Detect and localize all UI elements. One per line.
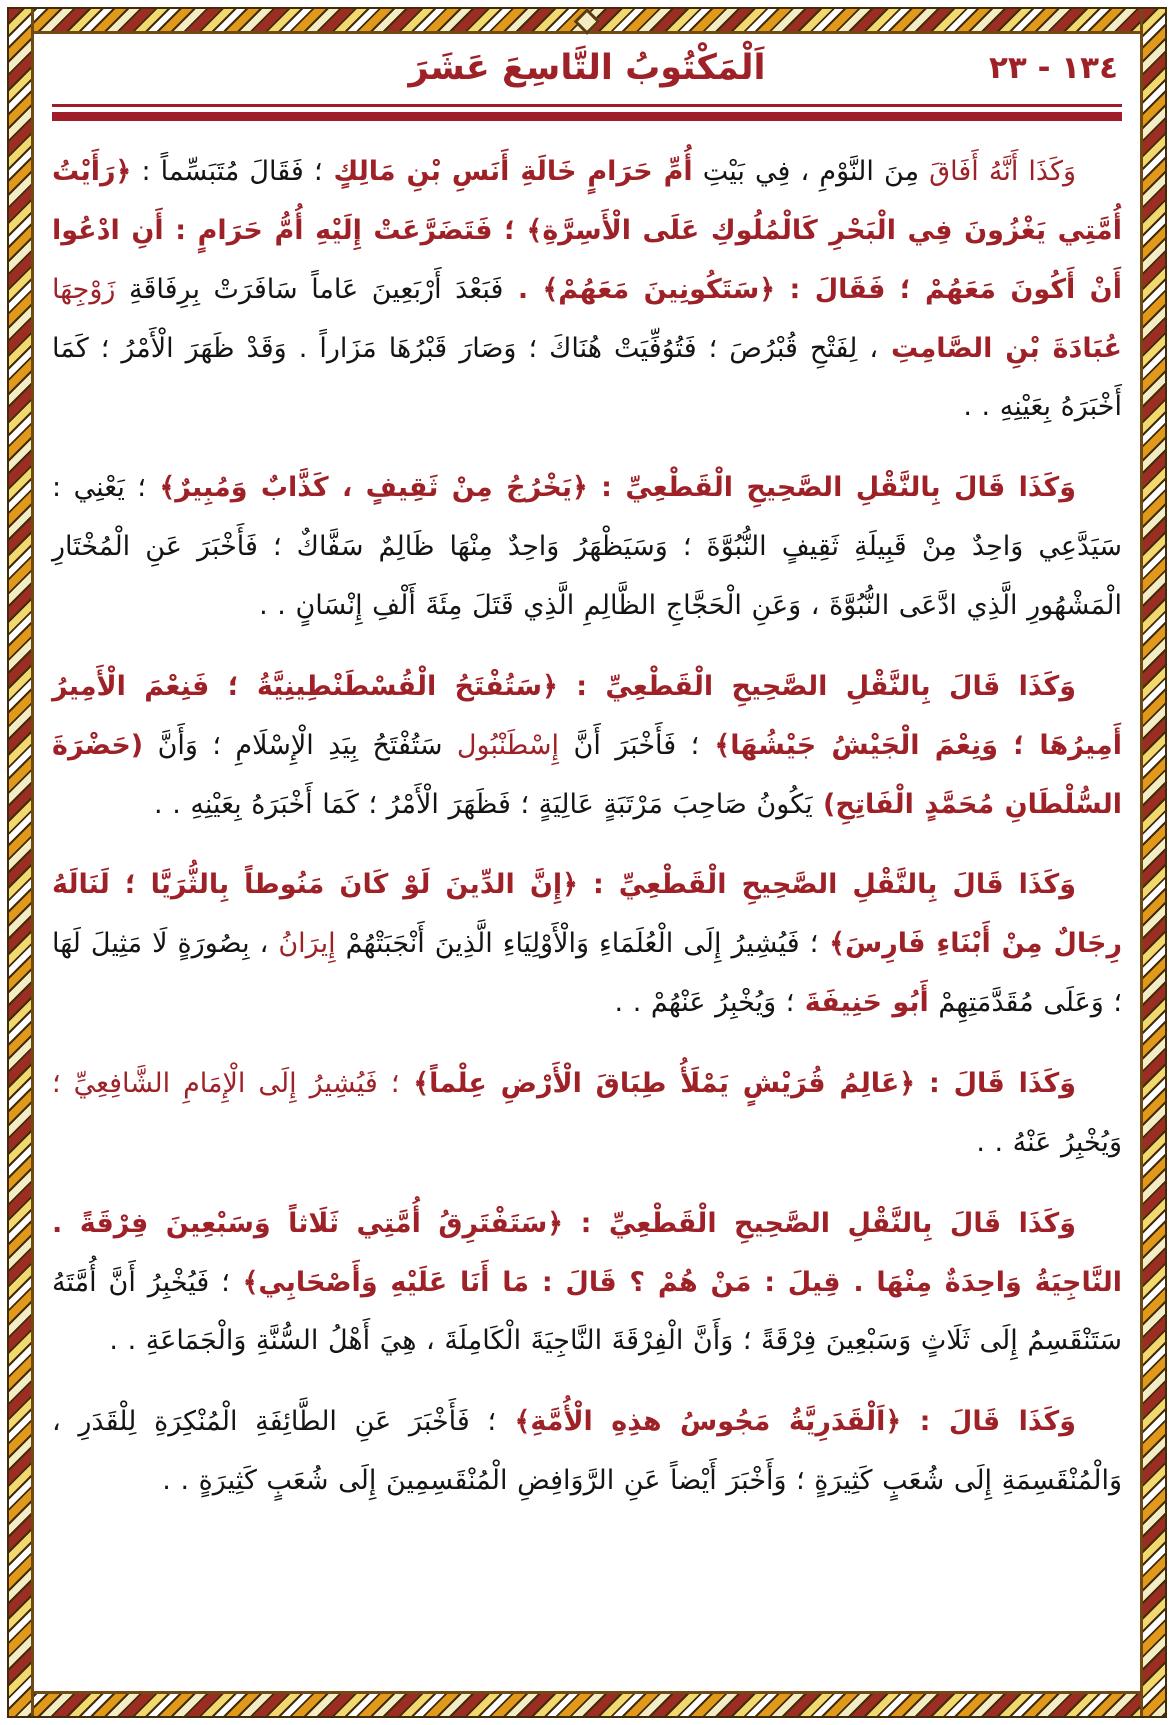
highlighted-text: ﴿رَأَيْتُ أُمَّتِي يَغْزُونَ فِي الْبَحْرِ كَالْمُلُوكِ عَلَى الْأَسِرَّةِ﴾ ؛ فَتَضَرَّعَتْ إِلَيْهِ أُمُّ حَرَامٍ : أَنِ ادْعُوا أَنْ أَكُونَ مَعَهُمْ ؛ فَقَالَ : ﴿سَتَكُونِينَ مَعَهُمْ﴾ . [52, 156, 1122, 305]
highlighted-text: أُمِّ حَرَامٍ خَالَةِ أَنَسِ بْنِ مَالِكٍ [322, 156, 693, 187]
highlighted-text: أَبُو حَنِيفَةَ [794, 987, 929, 1019]
body-text: ، بِصُورَةٍ لَا مَثِيلَ لَهَا ؛ وَعَلَى مُقَدَّمَتِهِمْ [52, 928, 1122, 1019]
page-content [52, 40, 1122, 1681]
highlighted-text: وَكَذَا قَالَ : ﴿عَالِمُ قُرَيْشٍ يَمْلَأُ طِبَاقَ الْأَرْضِ عِلْماً﴾ [399, 1068, 1076, 1100]
border-bottom-strip [9, 1691, 1165, 1716]
highlighted-text: إِيرَانُ [268, 928, 336, 960]
paragraph [52, 1393, 1122, 1511]
body-text: يَكُونُ صَاحِبَ مَرْتَبَةٍ عَالِيَةٍ ؛ فَظَهَرَ الْأَمْرُ ؛ كَمَا أَخْبَرَهُ بِعَيْنِهِ . . [154, 788, 813, 820]
body-text: ؛ فَيُشِيرُ إِلَى الْعُلَمَاءِ وَالْأَوْلِيَاءِ الَّذِينَ أَنْجَبَتْهُمْ [335, 928, 819, 960]
highlighted-text: وَكَذَا قَالَ بِالنَّقْلِ الصَّحِيحِ الْقَطْعِيِّ : ﴿سَتُفْتَحُ الْقُسْطَنْطِينِيَّةُ ؛ فَنِعْمَ الْأَمِيرُ أَمِيرُهَا ؛ وَنِعْمَ الْجَيْشُ جَيْشُهَا﴾ [52, 670, 1123, 761]
paragraph [52, 658, 1122, 835]
body-text: ؛ فَأَخْبَرَ أَنَّ [559, 729, 700, 761]
border-right-strip [1140, 9, 1165, 1716]
body-text: مِنَ النَّوْمِ ، فِي بَيْتِ [692, 156, 920, 187]
body-text: وَيُخْبِرُ عَنْهُ . . [976, 1126, 1122, 1158]
paragraph [52, 143, 1122, 437]
highlighted-text: وَكَذَا قَالَ بِالنَّقْلِ الصَّحِيحِ الْقَطْعِيِّ : ﴿إِنَّ الدِّينَ لَوْ كَانَ مَنُوطاً بِالثُّرَيَّا ؛ لَنَالَهُ رِجَالٌ مِنْ أَبْنَاءِ فَارِسَ﴾ [52, 869, 1123, 960]
highlighted-text: وَكَذَا قَالَ بِالنَّقْلِ الصَّحِيحِ الْقَطْعِيِّ : ﴿سَتَفْتَرِقُ أُمَّتِي ثَلَاثاً وَسَبْعِينَ فِرْقَةً . النَّاجِيَةُ وَاحِدَةٌ مِنْهَا . قِيلَ : مَنْ هُمْ ؟ قَالَ : مَا أَنَا عَلَيْهِ وَأَصْحَابِي﴾ [52, 1207, 1122, 1298]
highlighted-text: زَوْجِهَا [52, 273, 116, 305]
highlighted-text: (حَضْرَةَ السُّلْطَانِ مُحَمَّدٍ الْفَاتِحِ) [52, 729, 1122, 820]
body-text: ؛ فَأَخْبَرَ عَنِ الطَّائِفَةِ الْمُنْكِرَةِ لِلْقَدَرِ ، وَالْمُنْقَسِمَةِ إِلَى شُعَبٍ كَثِيرَةٍ ؛ وَأَخْبَرَ أَيْضاً عَنِ الرَّوَافِضِ الْمُنْقَسِمِينَ إِلَى شُعَبٍ كَثِيرَةٍ . . [52, 1406, 1122, 1497]
paragraph [52, 1055, 1122, 1173]
body-text: ؛ فَيُخْبِرُ أَنَّ أُمَّتَهُ سَتَنْقَسِمُ إِلَى ثَلَاثٍ وَسَبْعِينَ فِرْقَةً ؛ وَأَنَّ الْفِرْقَةَ النَّاجِيَةَ الْكَامِلَةَ ، هِيَ أَهْلُ السُّنَّةِ وَالْجَمَاعَةِ . . [52, 1266, 1122, 1357]
highlighted-text: عُبَادَةَ بْنِ الصَّامِتِ [878, 332, 1122, 364]
page-header [52, 48, 1122, 88]
highlighted-text: إِسْطَنْبُول [442, 729, 560, 761]
header-double-rule [52, 104, 1122, 121]
page-number: ١٣٤ - ٢٣ [988, 50, 1118, 86]
body-text: ؛ فَقَالَ مُتَبَسِّماً : [131, 156, 323, 187]
paragraphs [52, 143, 1122, 1511]
body-text: ؛ وَيُخْبِرُ عَنْهُمْ . . [614, 987, 795, 1019]
highlighted-text: وَكَذَا قَالَ بِالنَّقْلِ الصَّحِيحِ الْقَطْعِيِّ : ﴿يَخْرُجُ مِنْ ثَقِيفٍ ، كَذَّابٌ وَمُبِيرٌ﴾ [146, 472, 1076, 504]
body-text: ، لِفَتْحِ قُبْرُصَ ؛ فَتُوُفِّيَتْ هُنَاكَ ؛ وَصَارَ قَبْرُهَا مَزَاراً . وَقَدْ ظَهَرَ الْأَمْرُ ؛ كَمَا أَخْبَرَهُ بِعَيْنِهِ . . [52, 332, 1122, 423]
paragraph [52, 1195, 1122, 1372]
highlighted-text: وَكَذَا أَنَّهُ أَفَاقَ [919, 156, 1077, 187]
body-text: سَتُفْتَحُ بِيَدِ الْإِسْلَامِ ؛ وَأَنَّ [143, 729, 443, 761]
highlighted-text: وَكَذَا قَالَ : ﴿اَلْقَدَرِيَّةُ مَجُوسُ هذِهِ الْأُمَّةِ﴾ [496, 1406, 1076, 1438]
highlighted-text: ؛ فَيُشِيرُ إِلَى الْإِمَامِ الشَّافِعِيِّ ؛ [52, 1068, 400, 1100]
paragraph [52, 459, 1122, 636]
border-left-strip [9, 9, 34, 1716]
body-text: ؛ يَعْنِي : سَيَدَّعِي وَاحِدٌ مِنْ قَبِيلَةِ ثَقِيفٍ النُّبُوَّةَ ؛ وَسَيَظْهَرُ وَاحِدٌ مِنْهَا ظَالِمٌ سَفَّاكٌ ؛ فَأَخْبَرَ عَنِ الْمُخْتَارِ الْمَشْهُورِ الَّذِي ادَّعَى النُّبُوَّةَ ، وَعَنِ الْحَجَّاجِ الظَّالِمِ الَّذِي قَتَلَ مِئَةَ أَلْفِ إِنْسَانٍ . . [52, 472, 1122, 622]
page-title: اَلْمَكْتُوبُ التَّاسِعَ عَشَرَ [408, 48, 766, 88]
body-text: فَبَعْدَ أَرْبَعِينَ عَاماً سَافَرَتْ بِرِفَاقَةِ [115, 273, 504, 305]
paragraph [52, 856, 1122, 1033]
